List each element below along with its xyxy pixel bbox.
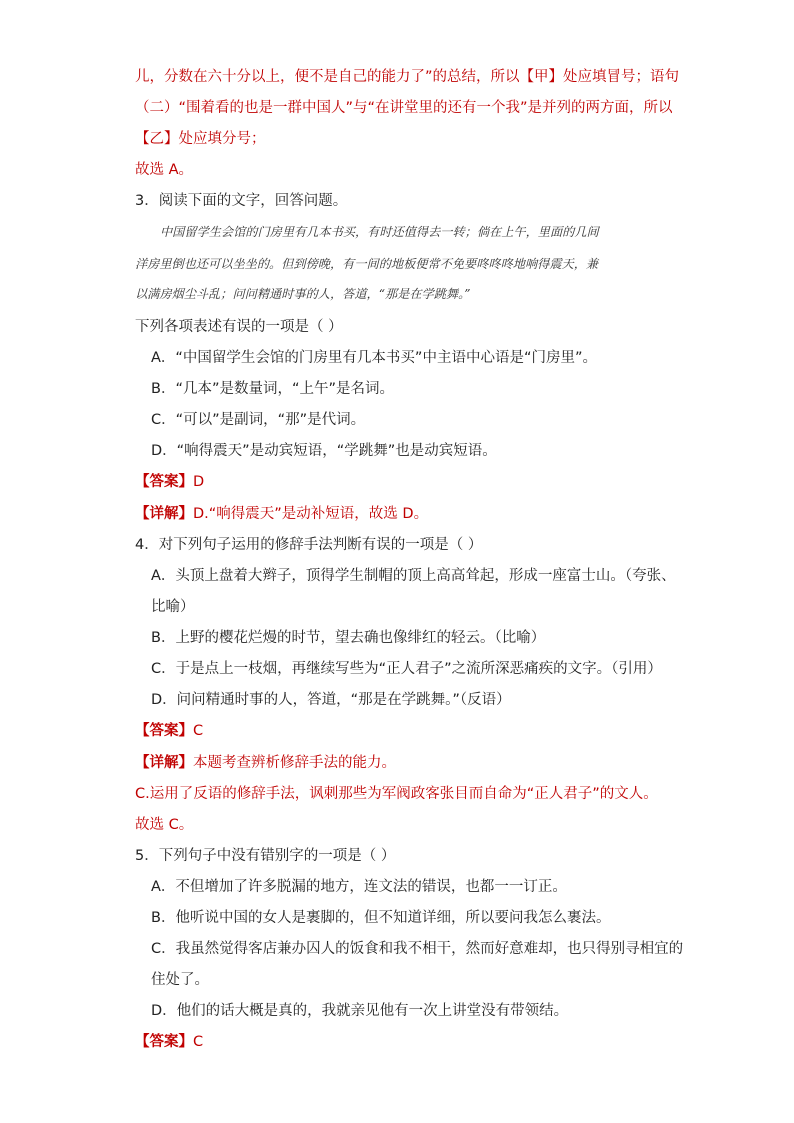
q3-option-a: A．“中国留学生会馆的门房里有几本书买”中主语中心语是“门房里”。	[151, 350, 597, 366]
q5-option-a: A．不但增加了许多脱漏的地方，连文法的错误，也都一一订正。	[151, 879, 567, 895]
q4-stem: 4．对下列句子运用的修辞手法判断有误的一项是（ ）	[135, 537, 483, 553]
q3-option-d: D．“响得震天”是动宾短语，“学跳舞”也是动宾短语。	[151, 443, 497, 459]
q5-answer	[135, 1033, 203, 1051]
q4-answer	[135, 722, 203, 740]
q5-option-c-cont: 住处了。	[151, 972, 209, 988]
answer-value: D	[193, 474, 205, 490]
q3-answer	[135, 473, 204, 491]
q3-stem: 3．阅读下面的文字，回答问题。	[135, 193, 348, 209]
detail-tag: 【详解】	[135, 506, 193, 522]
q5-option-c: C．我虽然觉得客店兼办囚人的饭食和我不相干，然而好意难却，也只得别寻相宜的	[151, 941, 684, 957]
q5-option-d: D．他们的话大概是真的，我就亲见他有一次上讲堂没有带领结。	[151, 1003, 569, 1019]
detail-text: 本题考查辨析修辞手法的能力。	[193, 755, 396, 771]
q4-conclusion: 故选 C。	[135, 817, 194, 833]
intro-line-3: 【乙】处应填分号；	[135, 131, 266, 147]
intro-line-4: 故选 A。	[135, 162, 194, 178]
answer-value: C	[193, 723, 204, 739]
answer-value: C	[193, 1034, 204, 1050]
q3-question: 下列各项表述有误的一项是（ ）	[135, 319, 343, 335]
q4-option-d: D．问问精通时事的人，答道，“那是在学跳舞。”（反语）	[151, 692, 511, 708]
q3-passage-line-1: 中国留学生会馆的门房里有几本书买，有时还值得去一转；倘在上午，里面的几间	[160, 225, 599, 239]
q4-detail	[135, 754, 396, 772]
q3-detail	[135, 505, 428, 523]
detail-tag: 【详解】	[135, 755, 193, 771]
intro-line-2: （二）“围着看的也是一群中国人”与“在讲堂里的还有一个我”是并列的两方面，所以	[135, 100, 673, 116]
q5-option-b: B．他听说中国的女人是裹脚的，但不知道详细，所以要问我怎么裹法。	[151, 910, 611, 926]
q4-detail-2: C.运用了反语的修辞手法，讽刺那些为军阀政客张目而自命为“正人君子”的文人。	[135, 786, 658, 802]
q3-passage-line-2: 洋房里倒也还可以坐坐的。但到傍晚，有一间的地板便常不免要咚咚咚地响得震天，兼	[135, 257, 599, 271]
q4-option-b: B．上野的樱花烂熳的时节，望去确也像绯红的轻云。（比喻）	[151, 630, 546, 646]
detail-text: D.“响得震天”是动补短语，故选 D。	[193, 506, 429, 522]
answer-tag: 【答案】	[135, 1034, 193, 1050]
q3-option-b: B．“几本”是数量词，“上午”是名词。	[151, 381, 394, 397]
q4-option-a-cont: 比喻）	[151, 599, 195, 615]
q3-passage-line-3: 以满房烟尘斗乱；问问精通时事的人，答道，“那是在学跳舞。”	[135, 287, 471, 301]
q4-option-a: A．头顶上盘着大辫子，顶得学生制帽的顶上高高耸起，形成一座富士山。（夸张、	[151, 568, 676, 584]
answer-tag: 【答案】	[135, 723, 193, 739]
intro-line-1: 儿，分数在六十分以上，便不是自己的能力了”的总结，所以【甲】处应填冒号；语句	[135, 69, 680, 85]
answer-tag: 【答案】	[135, 474, 193, 490]
q3-option-c: C．“可以”是副词，“那”是代词。	[151, 412, 366, 428]
q4-option-c: C．于是点上一枝烟，再继续写些为“正人君子”之流所深恶痛疾的文字。（引用）	[151, 661, 662, 677]
q5-stem: 5．下列句子中没有错别字的一项是（ ）	[135, 848, 396, 864]
